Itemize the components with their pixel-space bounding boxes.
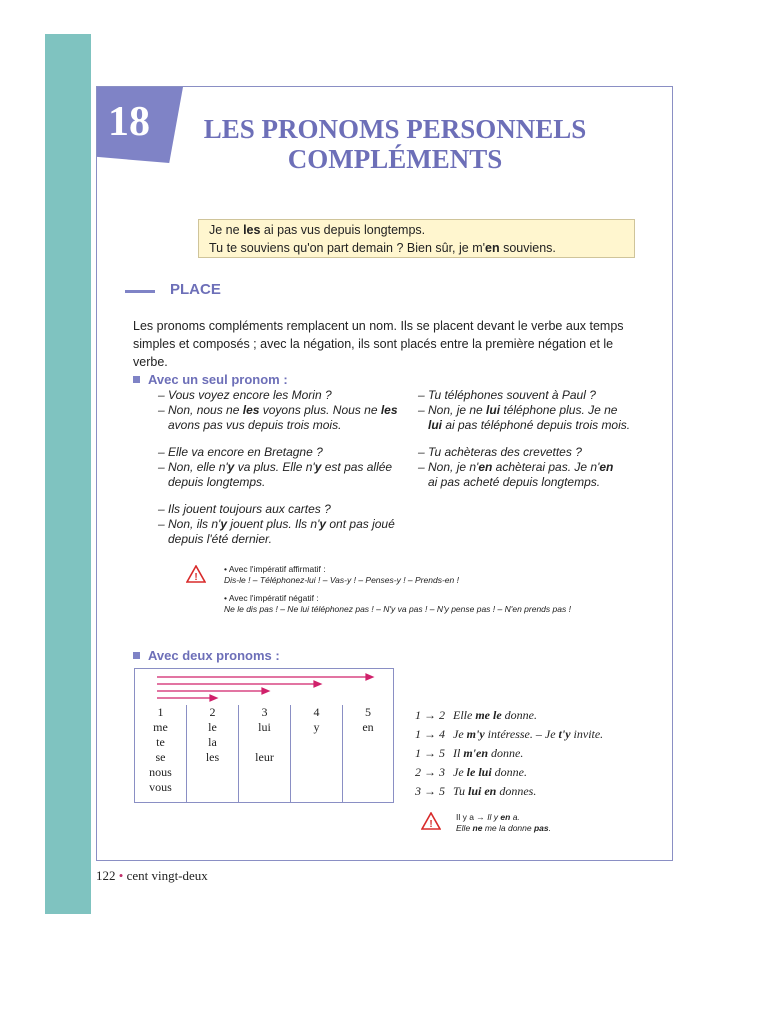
svg-text:!: ! bbox=[429, 819, 433, 830]
chapter-number: 18 bbox=[108, 99, 150, 145]
combination-examples bbox=[415, 706, 603, 801]
column-header: 1 bbox=[157, 705, 164, 719]
section-rule bbox=[125, 290, 155, 293]
title-line-2: COMPLÉMENTS bbox=[287, 144, 503, 174]
combo-row: 1 → 2 Elle me le donne. bbox=[415, 708, 537, 722]
column-header: 2 bbox=[209, 705, 216, 719]
subheading-seul-pronom: Avec un seul pronom : bbox=[133, 372, 288, 387]
warning-triangle-icon bbox=[421, 812, 441, 830]
table-column-4: 4 y bbox=[291, 705, 342, 802]
imperative-negative-examples: Ne le dis pas ! – Ne lui téléphonez pas ! – N'y va pas ! – N'y pense pas ! – N'en prends pas ! bbox=[224, 604, 571, 614]
page-number: 122 bbox=[96, 868, 116, 883]
example-box bbox=[198, 219, 635, 258]
bullet-square bbox=[133, 652, 140, 659]
table-column-5: 5 en bbox=[343, 705, 393, 802]
warning-triangle-icon bbox=[186, 565, 206, 583]
order-arrows bbox=[135, 669, 393, 705]
column-header: 4 bbox=[313, 705, 320, 719]
combo-row: 1 → 5 Il m'en donne. bbox=[415, 746, 524, 760]
column-header: 3 bbox=[261, 705, 268, 719]
imperative-note bbox=[224, 564, 644, 615]
page-number-words: cent vingt-deux bbox=[126, 868, 208, 883]
footer-dot: • bbox=[118, 868, 124, 883]
chapter-title bbox=[170, 114, 620, 174]
subheading-deux-pronoms: Avec deux pronoms : bbox=[133, 648, 280, 663]
imperative-affirmative-examples: Dis-le ! – Téléphonez-lui ! – Vas-y ! – Penses-y ! – Prends-en ! bbox=[224, 575, 459, 585]
example-line-1: Je ne les ai pas vus depuis longtemps. bbox=[209, 223, 426, 237]
dialog-right-column: – Tu téléphones souvent à Paul ? – Non, je ne lui téléphone plus. Je ne lui ai pas téléphoné depuis trois mois. – Tu achèteras des crevettes ? – Non, je n'en achèterai pas. Je n'en ai pas acheté depuis longtemps. bbox=[418, 388, 631, 489]
column-header: 5 bbox=[365, 705, 371, 719]
title-line-1: LES PRONOMS PERSONNELS bbox=[203, 114, 587, 144]
negation-example-line: Elle ne me la donne pas. bbox=[456, 823, 552, 833]
combo-row: 3 → 5 Tu lui en donnes. bbox=[415, 784, 537, 798]
side-color-bar bbox=[45, 34, 91, 914]
il-y-a-note bbox=[456, 812, 656, 834]
table-column-2: 2 le la les bbox=[187, 705, 238, 802]
svg-text:!: ! bbox=[194, 572, 198, 583]
table-column-3: 3 lui leur bbox=[239, 705, 290, 802]
pronoun-order-table bbox=[134, 668, 394, 803]
bullet-square bbox=[133, 376, 140, 383]
il-y-a-line: Il y a → Il y en a. bbox=[456, 812, 520, 822]
table-column-1: 1 me te se nous vous bbox=[135, 705, 186, 802]
section-title: PLACE bbox=[170, 281, 221, 298]
dialog-left-column: – Vous voyez encore les Morin ? – Non, nous ne les voyons plus. Nous ne les avons pas vus depuis trois mois. – Elle va encore en Bretagne ? – Non, elle n'y va plus. Elle n'y est pas allée depuis longtemps. – Ils jouent toujours aux cartes ? – Non, ils n'y jouent plus. Ils n'y ont pas joué depuis l'été dernier. bbox=[158, 388, 398, 546]
combo-row: 2 → 3 Je le lui donne. bbox=[415, 765, 527, 779]
combo-row: 1 → 4 Je m'y intéresse. – Je t'y invite. bbox=[415, 727, 604, 741]
imperative-negative-label: • Avec l'impératif négatif : bbox=[224, 593, 319, 603]
page-footer bbox=[96, 868, 208, 884]
imperative-affirmative-label: • Avec l'impératif affirmatif : bbox=[224, 564, 326, 574]
intro-paragraph: Les pronoms compléments remplacent un nom. Ils se placent devant le verbe aux temps simples et composés ; avec la négation, ils sont placés entre la première négation et le verbe. bbox=[133, 319, 624, 369]
example-line-2: Tu te souviens qu'on part demain ? Bien sûr, je m'en souviens. bbox=[209, 241, 556, 255]
